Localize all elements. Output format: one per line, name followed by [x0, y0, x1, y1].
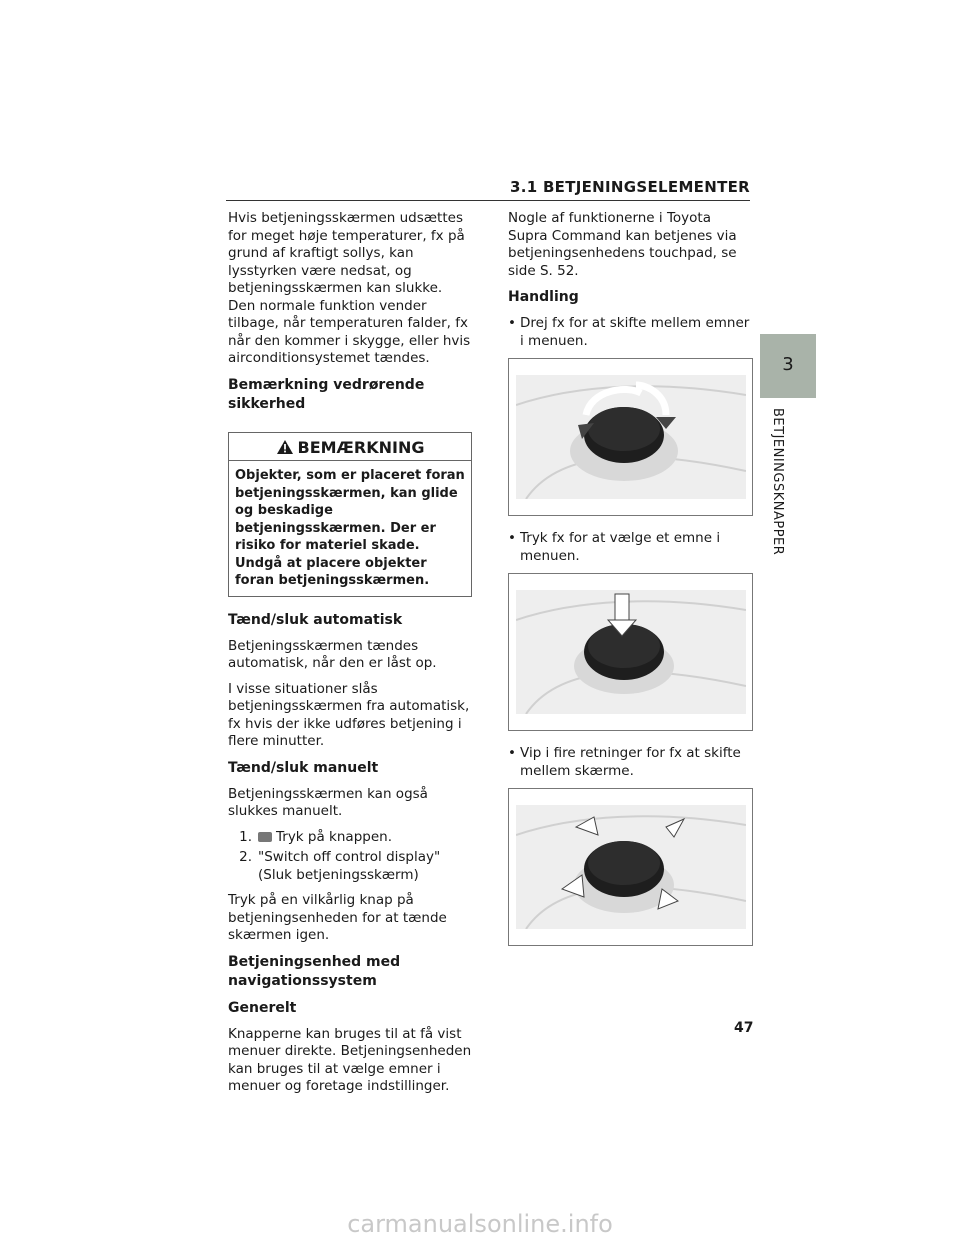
- page-number: 47: [734, 1020, 754, 1036]
- warning-box: [228, 432, 472, 597]
- bullet-text: Vip i fire retninger for fx at skifte mellem skærme.: [520, 745, 741, 779]
- handling-list-1: [508, 315, 753, 350]
- chapter-tab: [760, 334, 816, 398]
- handling-list-2: [508, 530, 753, 565]
- option-button-icon: [258, 832, 272, 842]
- safety-heading: Bemærkning vedrørende sikkerhed: [228, 376, 425, 412]
- controller-tilt-image: [516, 805, 746, 929]
- manual-paragraph-2: Tryk på en vilkårlig knap på betjeningsenheden for at tænde skærmen igen.: [228, 892, 447, 943]
- bullet-item: • Drej fx for at skifte mellem emner i menuen.: [508, 315, 753, 350]
- section-header: [226, 178, 750, 201]
- manual-heading: Tænd/sluk manuelt: [228, 759, 379, 776]
- right-column: [508, 210, 753, 960]
- bullet-text: Tryk fx for at vælge et emne i menuen.: [520, 530, 721, 564]
- controller-rotate-image: [516, 375, 746, 499]
- warning-triangle-icon: [276, 439, 294, 455]
- chapter-label: BETJENINGSKNAPPER: [770, 408, 785, 556]
- step-number: 2.: [239, 849, 252, 865]
- controller-press-image: [516, 590, 746, 714]
- warning-title: BEMÆRKNING: [297, 437, 425, 457]
- figure-rotate: [508, 358, 753, 516]
- warning-header: [229, 433, 471, 462]
- step-text: "Switch off control display" (Sluk betjeningsskærm): [258, 849, 441, 883]
- step-item: [228, 829, 472, 847]
- general-paragraph: Knapperne kan bruges til at få vist menuer direkte. Betjeningsenheden kan bruges til at vælge emner i menuer og foretage indstillinger.: [228, 1025, 472, 1094]
- nav-heading: Betjeningsenhed med navigationssystem: [228, 953, 401, 989]
- warning-body: Objekter, som er placeret foran betjeningsskærmen, kan glide og beskadige betjeningsskærmen. Der er risiko for materiel skade. Undgå at placere objekter foran betjeningsskærmen.: [235, 468, 465, 588]
- step-text: Tryk på knappen.: [276, 828, 392, 845]
- left-column: [228, 210, 472, 1104]
- auto-heading: Tænd/sluk automatisk: [228, 611, 403, 628]
- steps-list: [228, 829, 472, 885]
- figure-press: [508, 573, 753, 731]
- manual-paragraph-1: Betjeningsskærmen kan også slukkes manuelt.: [228, 785, 428, 819]
- intro-paragraph: Hvis betjeningsskærmen udsættes for meget høje temperaturer, fx på grund af kraftigt sollys, kan lysstyrken være nedsat, og betjeningsskærmen kan slukke. Den normale funktion vender tilbage, når temperaturen falder, fx når den kommer i skygge, eller hvis airconditionsystemet tændes.: [228, 210, 471, 366]
- step-item: [228, 849, 472, 884]
- bullet-item: • Tryk fx for at vælge et emne i menuen.: [508, 530, 753, 565]
- general-heading: Generelt: [228, 999, 297, 1016]
- step-number: 1.: [239, 828, 252, 845]
- auto-paragraph-1: Betjeningsskærmen tændes automatisk, når den er låst op.: [228, 637, 437, 671]
- handling-list-3: [508, 745, 753, 780]
- handling-heading: Handling: [508, 289, 579, 305]
- section-title: 3.1 BETJENINGSELEMENTER: [509, 178, 750, 196]
- auto-paragraph-2: I visse situationer slås betjeningsskærmen fra automatisk, fx hvis der ikke udføres betjening i flere minutter.: [228, 680, 470, 749]
- bullet-item: • Vip i fire retninger for fx at skifte mellem skærme.: [508, 745, 753, 780]
- watermark: carmanualsonline.info: [347, 1210, 613, 1238]
- right-intro-paragraph: Nogle af funktionerne i Toyota Supra Command kan betjenes via betjeningsenhedens touchpad, se side S. 52.: [508, 210, 737, 279]
- figure-tilt: [508, 788, 753, 946]
- chapter-number: 3: [782, 354, 794, 375]
- bullet-text: Drej fx for at skifte mellem emner i menuen.: [520, 315, 750, 349]
